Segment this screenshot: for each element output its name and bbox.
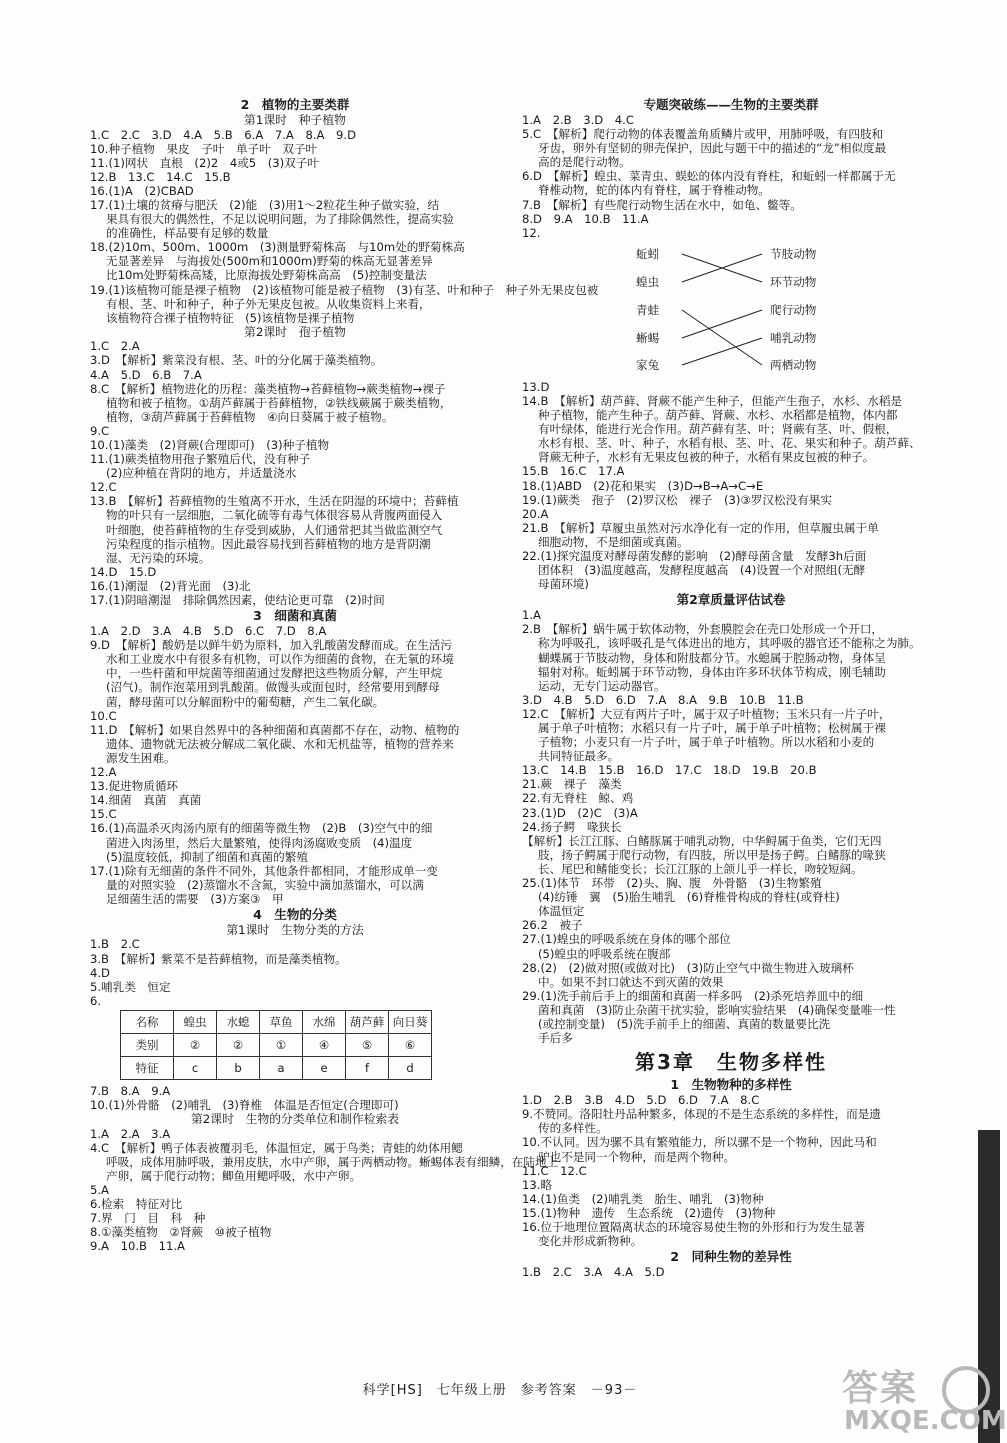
watermark-url: MXQE.COM: [844, 1406, 1007, 1436]
answer-line: 18.(2)10m、500m、1000m (3)测量野菊株高 与10m处的野菊株高: [90, 240, 465, 255]
answer-line: 4.C 【解析】鸭子体表被覆羽毛，体温恒定，属于鸟类；青蛙的幼体用鳃: [90, 1140, 463, 1155]
answer-line: 4.A 5.D 6.B 7.A: [90, 367, 202, 382]
answer-line: 3.D 【解析】紫菜没有根、茎、叶的分化属于藻类植物。: [90, 353, 383, 368]
answer-block: [522, 1265, 940, 1279]
answer-line: 15.B 16.C 17.A: [522, 464, 625, 479]
diagram-left-label: 蚯蚓: [636, 246, 660, 261]
answer-block: [522, 608, 940, 1045]
answer-line: 13.B 【解析】苔藓植物的生殖离不开水，生活在阴湿的环境中；苔藓植: [90, 494, 459, 509]
answer-line: 产卵，属于爬行动物；鲫鱼用鳃呼吸，水中产卵。: [106, 1168, 362, 1183]
table-cell: 葫芦藓: [346, 1010, 389, 1033]
answer-line: 量的对照实验 (2)蒸馏水不含氮，实验中滴加蒸馏水，可以满: [106, 877, 424, 892]
answer-line: 23.(1)D (2)C (3)A: [522, 805, 638, 820]
answer-line: 5.C 【解析】爬行动物的体表覆盖角质鳞片或甲，用肺呼吸，有四肢和: [522, 127, 884, 142]
answer-line: 1.A 2.B 3.D 4.C: [522, 113, 634, 127]
table-row: [121, 1010, 432, 1033]
answer-line: 手后多: [538, 1031, 573, 1046]
answer-line: 菌进入肉汤里，然后大量繁殖，使得肉汤腐败变质 (4)温度: [106, 835, 413, 850]
answer-line: 2.B 【解析】蜗牛属于软体动物，外套膜腔会在壳口处形成一个开口，: [522, 622, 884, 637]
table-cell: 类别: [121, 1033, 174, 1056]
answer-line: 28.(2) (2)做对照(或做对比) (3)防止空气中微生物进入玻璃杯: [522, 960, 854, 975]
answer-line: 肢，扬子鳄属于爬行动物，有四肢，所以甲是扬子鳄。白鳍豚的喙狭: [538, 847, 886, 862]
section-subtitle: 第2课时 孢子植物: [244, 324, 346, 339]
answer-line: 13.C 14.B 15.B 16.D 17.C 18.D 19.B 20.B: [522, 763, 817, 778]
answer-line: 11.D 【解析】如果自然界中的各种细菌和真菌都不存在，动物、植物的: [90, 722, 460, 737]
answer-line: 呼吸，成体用肺呼吸，兼用皮肤，水中产卵，属于两栖动物。蜥蜴体表有细鳞，在陆地上: [106, 1154, 559, 1169]
table-cell: 蝗虫: [174, 1010, 217, 1033]
right-column: [522, 96, 940, 1279]
table-cell: 名称: [121, 1010, 174, 1033]
table-cell: ⑥: [389, 1033, 432, 1056]
answer-line: 水和工业废水中有很多有机物，可以作为细菌的食物，在无氧的环境: [106, 652, 454, 667]
answer-line: 源发生困难。: [106, 750, 176, 765]
answer-line: 16.(1)A (2)CBAD: [90, 183, 194, 198]
page-footer: 科学[HS] 七年级上册 参考答案 －93－: [362, 1383, 638, 1398]
answer-line: 9.C: [90, 423, 110, 438]
answer-line: 有叶绿体，能进行光合作用。葫芦藓有茎、叶；肾蕨有茎、叶、假根，: [538, 422, 898, 437]
section-title: 3 细菌和真菌: [253, 608, 337, 624]
answer-line: 12.A: [90, 765, 117, 780]
answer-line: 菌，酵母菌可以分解面粉中的葡萄糖，产生二氧化碳。: [106, 694, 385, 709]
answer-line: 10.C: [90, 708, 117, 723]
section-title: 2 同种生物的差异性: [670, 1249, 792, 1265]
answer-line: 6.D 【解析】蝗虫、菜青虫、蜈蚣的体内没有脊柱，和蚯蚓一样都属于无: [522, 169, 896, 184]
answer-line: 的准确性，样品要有足够的数量: [106, 226, 269, 241]
match-line: [682, 310, 762, 365]
answer-line: (4)纺锤 翼 (5)胎生哺乳 (6)脊椎骨构成的脊柱(或脊柱): [538, 890, 840, 905]
answer-line: 8.C 【解析】植物进化的历程：藻类植物→苔藓植物→蕨类植物→裸子: [90, 381, 446, 396]
answer-line: 8.D 9.A 10.B 11.A: [522, 211, 649, 226]
answer-line: (5)蝗虫的呼吸系统在腹部: [538, 946, 671, 961]
answer-block: [522, 113, 940, 240]
answer-line: 9.A 10.B 11.A: [90, 1239, 185, 1254]
answer-line: 9.D 【解析】酸奶是以鲜牛奶为原料，加入乳酸菌发酵而成。在生活污: [90, 638, 453, 653]
answer-line: 叶细胞，使苔藓植物的生存受到威胁，人们通常把其当做监测空气: [106, 522, 443, 537]
answer-line: 蝴蝶属于节肢动物，身体和附肢都分节。水螅属于腔肠动物，身体呈: [538, 650, 886, 665]
section-subtitle: 第1课时 生物分类的方法: [226, 922, 364, 937]
answer-line: 13.D: [522, 379, 550, 394]
answer-line: 该植物符合裸子植物特征 (5)该植物是裸子植物: [106, 310, 355, 325]
answer-line: 14.细菌 真菌 真菌: [90, 793, 202, 808]
answer-line: 12.B 13.C 14.C 15.B: [90, 169, 231, 184]
answer-line: 12.: [522, 225, 541, 240]
answer-line: 20.A: [522, 506, 549, 521]
answer-line: 菌和真菌 (3)防止杂菌干扰实验，影响实验结果 (4)确保变量唯一性: [538, 1002, 896, 1017]
table-row: [121, 1033, 432, 1056]
answer-line: 14.D 15.D: [90, 564, 157, 579]
answer-line: 子植物；小麦只有一片子叶，属于单子叶植物。所以水稻和小麦的: [538, 735, 875, 750]
diagram-right-label: 爬行动物: [770, 302, 817, 317]
answer-block: [90, 1084, 500, 1112]
answer-line: 10.(1)外骨骼 (2)哺乳 (3)脊椎 体温是否恒定(合理即可): [90, 1098, 399, 1113]
section-title: 1 生物物种的多样性: [670, 1077, 792, 1093]
answer-line: 10.不认同。因为骡不具有繁殖能力，所以骡不是一个物种，因此马和: [522, 1135, 877, 1150]
diagram-left-label: 青蛙: [636, 302, 660, 317]
answer-line: 肾蕨无种子，水杉有无果皮包被的种子，水稻有果皮包被的种子。: [538, 450, 875, 465]
answer-line: 5.A: [90, 1183, 109, 1197]
answer-line: 3.D 4.B 5.D 6.D 7.A 8.A 9.B 10.B 11.B: [522, 692, 804, 707]
answer-line: 18.(1)ABD (2)花和果实 (3)D→B→A→C→E: [522, 478, 764, 493]
answer-line: 21.B 【解析】草履虫虽然对污水净化有一定的作用，但草履虫属于单: [522, 520, 879, 535]
answer-line: 16.位于地理位置隔离状态的环境容易使生物的外形和行为发生显著: [522, 1220, 866, 1234]
answer-line: 牙齿，卵外有坚韧的卵壳保护，因此与题干中的描述的“龙”相似度最: [538, 141, 887, 156]
answer-line: 物的叶只有一层细胞，二氧化硫等有毒气体很容易从背腹两面侵入: [106, 508, 443, 523]
answer-line: 湿、无污染的环境。: [106, 550, 211, 565]
diagram-left-label: 家兔: [636, 357, 660, 372]
answer-line: (沼气)。制作泡菜用到乳酸菌。做馒头或面包时，经常要用到酵母: [106, 680, 440, 695]
answer-line: 比10m处野菊株高矮，比原海拔处野菊株高高 (5)控制变量法: [106, 268, 427, 283]
answer-line: 7.B 8.A 9.A: [90, 1083, 171, 1098]
table-cell: ④: [303, 1033, 346, 1056]
answer-line: 29.(1)洗手前后手上的细菌和真菌一样多吗 (2)杀死培养皿中的细: [522, 988, 864, 1003]
answer-line: 共同特征最多。: [538, 749, 620, 764]
answer-line: 传的多样性。: [538, 1121, 608, 1136]
answer-line: 22.(1)探究温度对酵母菌发酵的影响 (2)酵母菌含量 发酵3h后面: [522, 548, 867, 563]
answer-line: 1.B 2.C: [90, 937, 140, 952]
answer-line: 种子植物，能产生种子。葫芦藓、肾蕨、水杉、水稻都是植物，体内都: [538, 408, 898, 423]
answer-line: 辐射对称。蚯蚓属于环节动物，身体由许多环状体节构成，刚毛辅助: [538, 664, 886, 679]
answer-line: 果具有很大的偶然性，不足以说明问题，为了排除偶然性，提高实验: [106, 212, 454, 227]
table-cell: e: [303, 1056, 346, 1079]
section-subtitle: 第1课时 种子植物: [244, 113, 346, 127]
answer-line: 13.略: [522, 1177, 553, 1192]
table-cell: ①: [260, 1033, 303, 1056]
diagram-left-label: 蝗虫: [636, 274, 660, 289]
table-cell: a: [260, 1056, 303, 1079]
answer-block: [90, 339, 500, 607]
table-cell: ⑤: [346, 1033, 389, 1056]
answer-line: 高的是爬行动物。: [538, 155, 631, 170]
answer-block: [90, 624, 500, 906]
answer-line: 17.(1)土壤的贫瘠与肥沃 (2)能 (3)用1～2粒花生种子做实验，结: [90, 197, 440, 212]
answer-line: 母菌环境): [538, 577, 589, 592]
answer-line: 7.B 【解析】有些爬行动物生活在水中，如龟、鳖等。: [522, 197, 802, 212]
answer-line: 1.D 2.B 3.B 4.D 5.D 6.D 7.A 8.C: [522, 1093, 760, 1108]
answer-block: [522, 380, 940, 591]
diagram-right-label: 两栖动物: [770, 357, 817, 372]
answer-line: 10.(1)藻类 (2)肾蕨(合理即可) (3)种子植物: [90, 437, 330, 452]
answer-line: 12.C 【解析】大豆有两片子叶，属于双子叶植物；玉米只有一片子叶，: [522, 706, 891, 721]
matching-diagram: [522, 242, 940, 377]
answer-line: 1.C 2.A: [90, 339, 140, 354]
answer-line: 细胞动物，不是细菌或真菌。: [538, 534, 689, 549]
answer-line: 8.①藻类植物 ②肾蕨 ⑩被子植物: [90, 1225, 272, 1240]
answer-line: 团体积 (3)温度越高，发酵程度越高 (4)设置一个对照组(无酵: [538, 563, 866, 578]
answer-line: 称为呼吸孔，该呼吸孔是气体进出的地方，其呼吸的器官还不能称之为肺。: [538, 636, 921, 651]
answer-line: 体温恒定: [538, 904, 585, 919]
classification-table: [120, 1010, 432, 1080]
answer-line: 1.A 2.D 3.A 4.B 5.D 6.C 7.D 8.A: [90, 624, 327, 639]
match-line: [682, 338, 762, 365]
answer-block: [90, 937, 500, 1007]
answer-line: 11.C 12.C: [522, 1163, 587, 1178]
answer-line: 11.(1)网状 直根 (2)2 4或5 (3)双子叶: [90, 155, 319, 170]
table-cell: c: [174, 1056, 217, 1079]
answer-line: 14.B 【解析】葫芦藓、肾蕨不能产生种子，但能产生孢子，水杉、水稻是: [522, 393, 903, 408]
diagram-right-label: 哺乳动物: [770, 330, 817, 345]
answer-line: 14.(1)鱼类 (2)哺乳类 胎生、哺乳 (3)物种: [522, 1191, 764, 1206]
answer-line: 中。如果不封口就达不到灭菌的效果: [538, 974, 724, 989]
answer-line: 15.C: [90, 807, 117, 822]
answer-line: 驴也不是同一个物种，而是两个物种。: [538, 1149, 736, 1164]
table-cell: ②: [174, 1033, 217, 1056]
answer-line: 15.(1)物种 遗传 生态系统 (2)遗传 (3)物种: [522, 1205, 776, 1220]
chapter-title: 第3章 生物多样性: [635, 1050, 827, 1075]
answer-line: 属于单子叶植物；水稻只有一片子叶，属于单子叶植物；松树属于裸: [538, 721, 886, 735]
table-cell: 特征: [121, 1056, 174, 1079]
answer-line: 植物，③葫芦藓属于苔藓植物 ④向日葵属于被子植物。: [106, 409, 394, 424]
answer-line: 22.有无脊柱 鲸、鸡: [522, 791, 634, 806]
section-title: 专题突破练——生物的主要类群: [643, 97, 819, 112]
answer-line: 16.(1)高温杀灭肉汤内原有的细菌等微生物 (2)B (3)空气中的细: [90, 821, 433, 836]
answer-line: 19.(1)蕨类 孢子 (2)罗汉松 裸子 (3)③罗汉松没有果实: [522, 492, 832, 507]
answer-line: 6.: [90, 993, 102, 1008]
answer-line: 7.界 门 目 科 种: [90, 1211, 206, 1226]
section-title: 2 植物的主要类群: [240, 97, 350, 112]
answer-line: 污染程度的指示植物。因此最容易找到苔藓植物的地方是背阴潮: [106, 536, 431, 551]
answer-line: 26.2 被子: [522, 918, 583, 933]
table-cell: 草鱼: [260, 1010, 303, 1033]
answer-line: 19.(1)该植物可能是裸子植物 (2)该植物可能是被子植物 (3)有茎、叶和种子 种子外无果皮包被: [90, 282, 599, 297]
answer-line: (5)温度较低，抑制了细菌和真菌的繁殖: [106, 849, 308, 864]
answer-line: 无显著差异 与海拔处(500m和1000m)野菊的株高无显著差异: [106, 254, 433, 269]
answer-line: 足细菌生活的需要 (3)方案③ 甲: [106, 891, 284, 906]
answer-block: [522, 1093, 940, 1248]
answer-line: 12.C: [90, 480, 117, 495]
answer-line: 有根、茎、叶和种子，种子外无果皮包被。从收集资料上来看，: [106, 296, 431, 311]
diagram-right-label: 节肢动物: [770, 246, 817, 261]
answer-line: 1.B 2.C 3.A 4.A 5.D: [522, 1265, 665, 1280]
answer-line: 9.不赞同。洛阳牡丹品种繁多，体现的不是生态系统的多样性，而是遗: [522, 1107, 881, 1122]
answer-line: 变化并形成新物种。: [538, 1234, 643, 1249]
answer-line: 24.扬子鳄 喙狭长: [522, 819, 622, 834]
answer-line: 长、尾巴和鳍能变长；长江江豚的上颌儿乎一样长，吻较短阔。: [538, 861, 863, 876]
answer-line: 5.哺乳类 恒定: [90, 979, 171, 994]
answer-line: 3.B 【解析】紫菜不是苔藓植物，而是藻类植物。: [90, 951, 347, 966]
answer-line: 4.D: [90, 965, 110, 980]
answer-line: 运动，无专门运动器官。: [538, 678, 666, 693]
answer-line: 10.种子植物 果皮 子叶 单子叶 双子叶: [90, 141, 318, 156]
table-cell: 水螅: [217, 1010, 260, 1033]
answer-line: 16.(1)潮湿 (2)背光面 (3)北: [90, 578, 251, 593]
table-cell: ②: [217, 1033, 260, 1056]
answer-line: 25.(1)体节 环带 (2)头、胸、腹 外骨骼 (3)生物繁殖: [522, 876, 822, 891]
answer-line: 1.A: [522, 608, 541, 623]
answer-line: 水杉有根、茎、叶、种子，水稻有根、茎、叶、花、果实和种子。葫芦藓、: [538, 436, 921, 451]
diagram-left-label: 蜥蜴: [636, 330, 660, 345]
answer-line: (或控制变量) (5)洗手前手上的细菌、真菌的数量要比洗: [538, 1016, 831, 1031]
answer-line: 1.C 2.C 3.D 4.A 5.B 6.A 7.A 8.A 9.D: [90, 127, 357, 142]
answer-line: (2)应种植在背阴的地方，并适量浇水: [106, 466, 297, 481]
answer-line: 17.(1)阴暗潮湿 排除偶然因素，使结论更可靠 (2)时间: [90, 593, 385, 607]
diagram-right-label: 环节动物: [770, 274, 817, 289]
answer-line: 6.检索 特征对比: [90, 1197, 183, 1212]
answer-line: 27.(1)蝗虫的呼吸系统在身体的哪个部位: [522, 932, 731, 947]
answer-line: 遗体、遗物就无法被分解成二氧化碳、水和无机盐等，植物的营养来: [106, 736, 454, 751]
answer-line: 1.A 2.A 3.A: [90, 1126, 171, 1141]
table-cell: f: [346, 1056, 389, 1079]
answer-line: 脊椎动物，蛇的体内有脊柱，属于脊椎动物。: [538, 183, 770, 198]
table-row: [121, 1056, 432, 1079]
table-cell: 向日葵: [389, 1010, 432, 1033]
section-subtitle: 第2课时 生物的分类单位和制作检索表: [190, 1112, 400, 1127]
answer-line: 中，一些杆菌和甲烷菌等细菌通过发酵把这些物质分解，产生甲烷: [106, 666, 443, 681]
section-title: 4 生物的分类: [253, 906, 337, 922]
table-cell: 水绵: [303, 1010, 346, 1033]
answer-line: 17.(1)除有无细菌的条件不同外，其他条件都相同，才能形成单一变: [90, 863, 438, 878]
matching-lines: [522, 242, 940, 377]
answer-line: 21.蕨 裸子 藻类: [522, 777, 622, 792]
answer-line: 11.(1)蕨类植物用孢子繁殖后代，没有种子: [90, 452, 311, 467]
answer-line: 【解析】长江江豚、白鳍豚属于哺乳动物，中华鲟属于鱼类，它们无四: [522, 833, 882, 848]
answer-line: 13.促进物质循环: [90, 779, 179, 794]
section-title: 第2章质量评估试卷: [676, 592, 786, 608]
match-line: [682, 310, 762, 338]
watermark-text: 答案: [842, 1368, 919, 1409]
table-cell: d: [389, 1056, 432, 1079]
answer-line: 植物和被子植物。①葫芦藓属于苔藓植物，②铁线蕨属于蕨类植物，: [106, 395, 452, 410]
table-cell: b: [217, 1056, 260, 1079]
watermark: [830, 1360, 1007, 1443]
